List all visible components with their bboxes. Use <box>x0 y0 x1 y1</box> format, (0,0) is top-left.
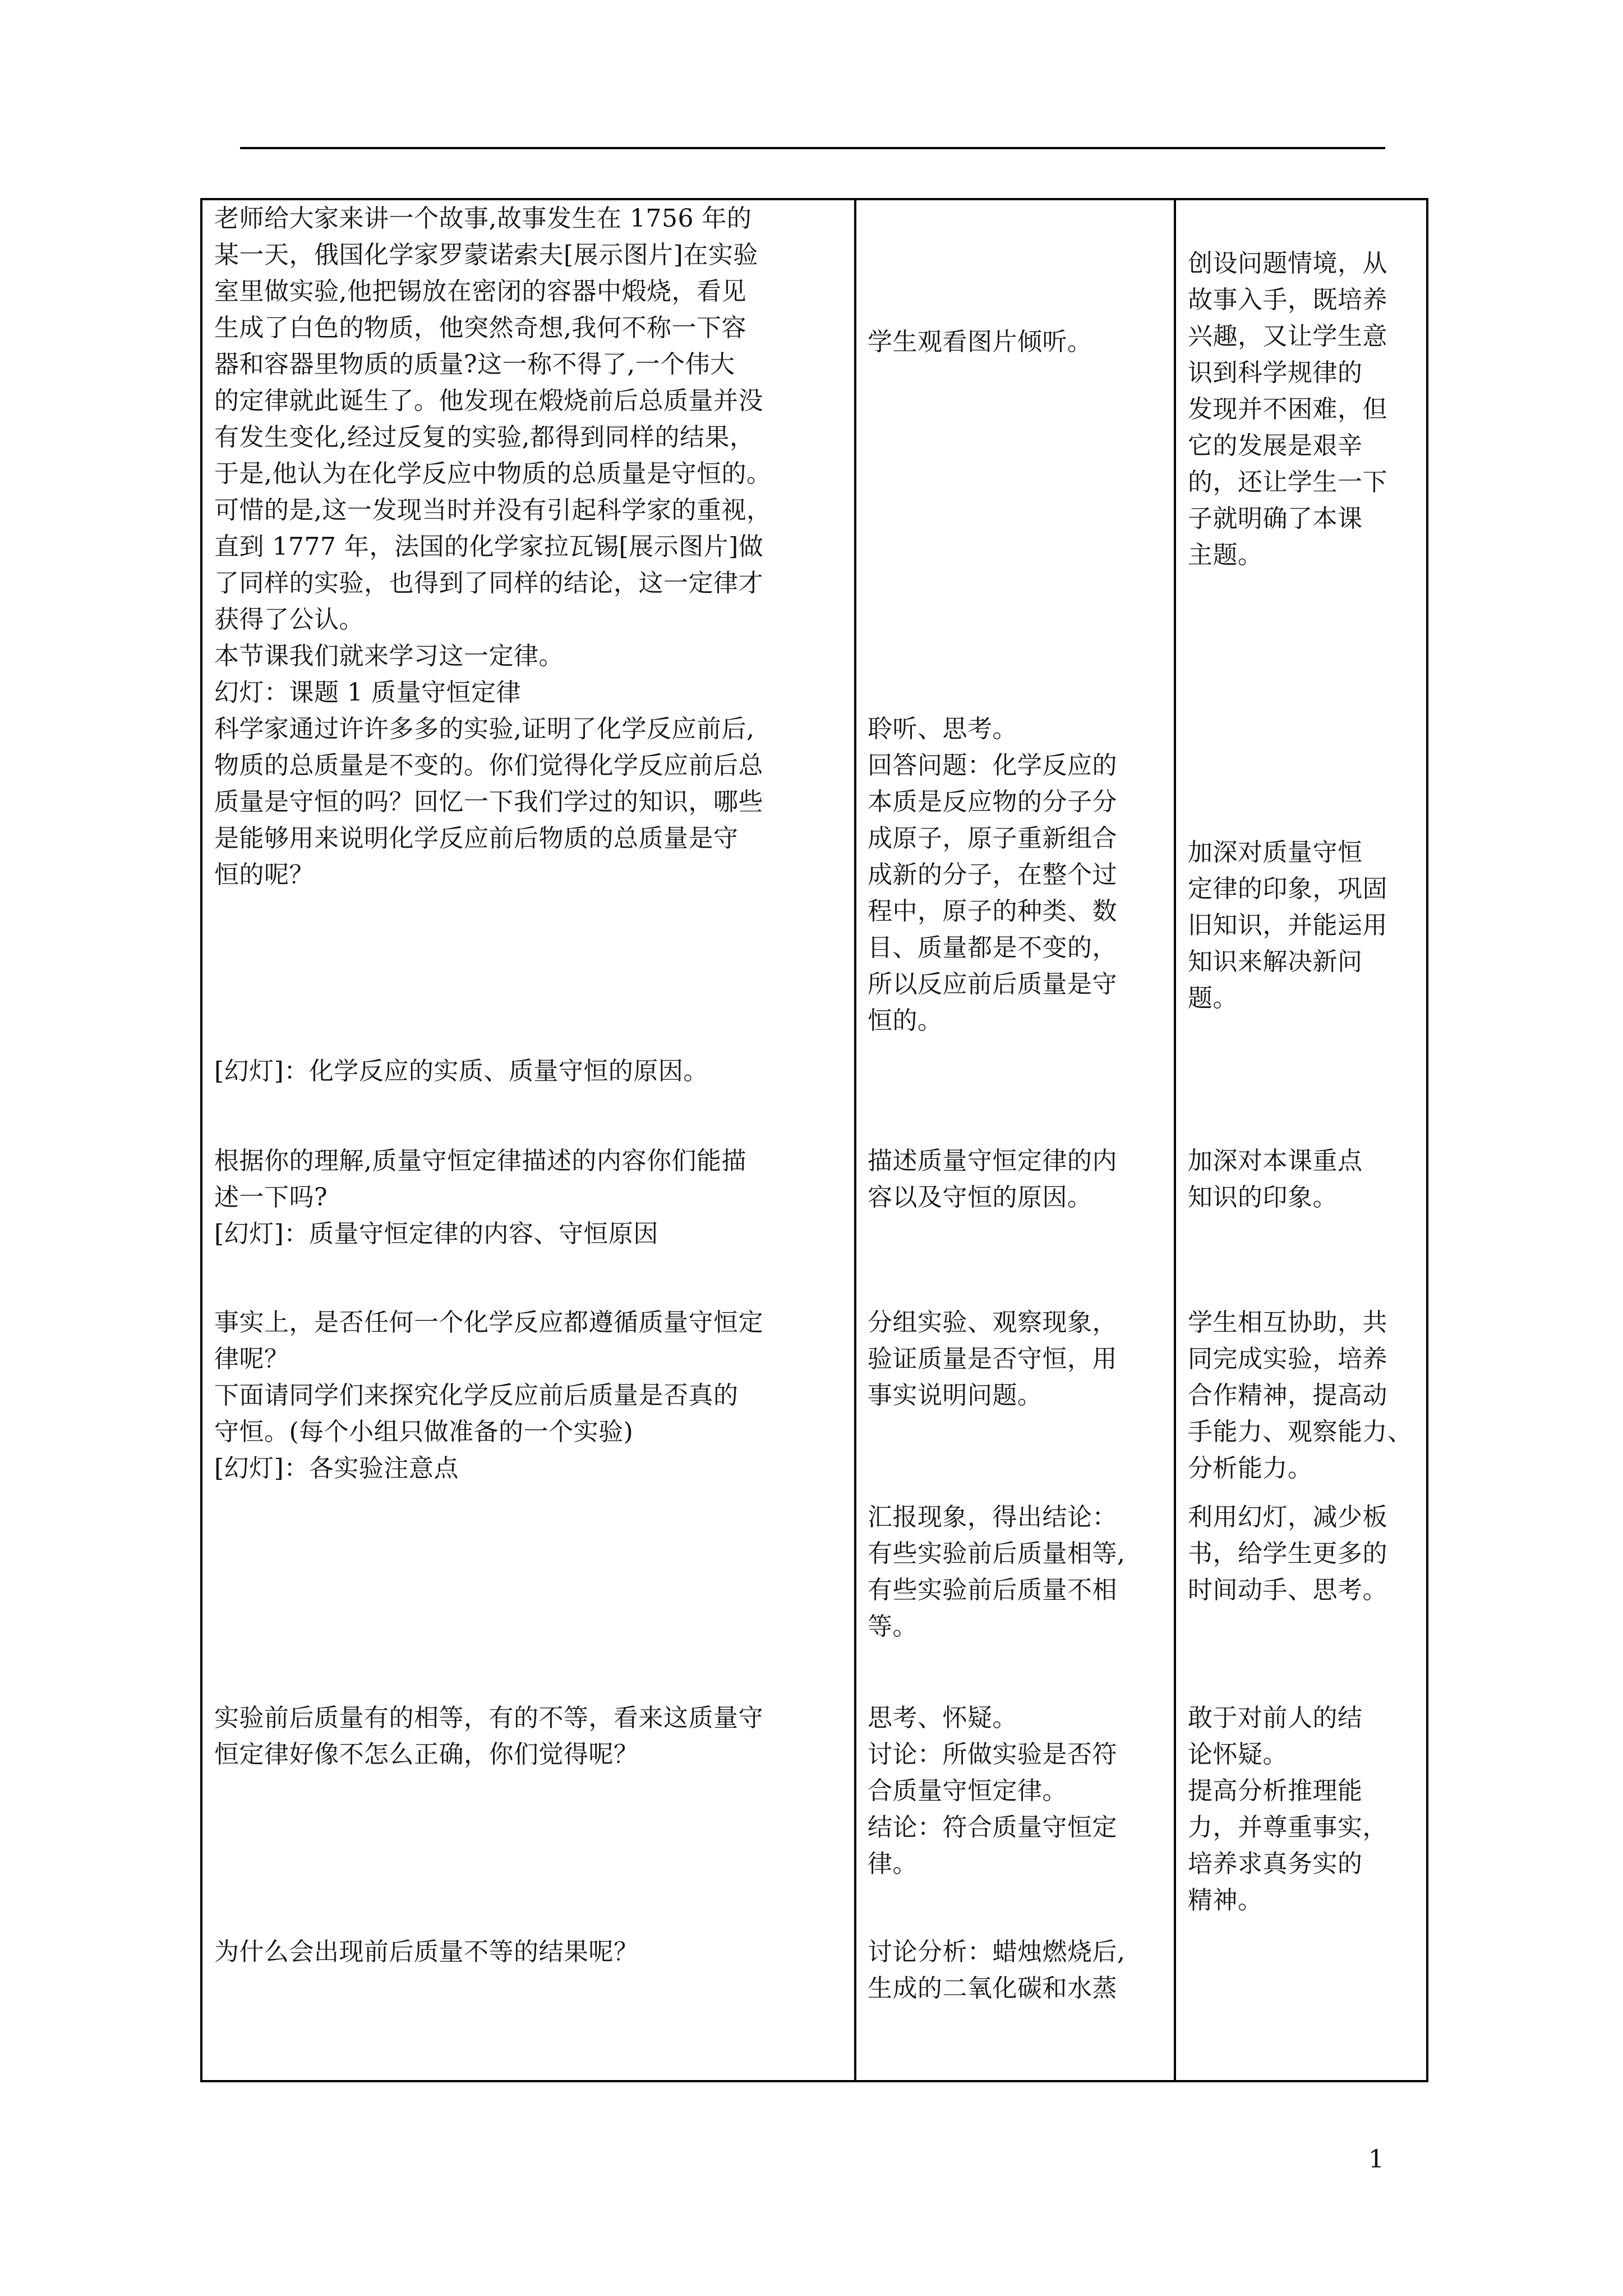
intent-text-line: 加深对质量守恒 <box>1188 838 1363 867</box>
column-divider-2 <box>1174 198 1176 2082</box>
teacher-text-line: 生成了白色的物质，他突然奇想,我何不称一下容 <box>214 314 746 342</box>
student-text-line: 事实说明问题。 <box>868 1381 1043 1410</box>
intent-text-line: 知识的印象。 <box>1188 1183 1338 1212</box>
intent-text-line: 故事入手，既培养 <box>1188 286 1387 314</box>
header-rule <box>240 147 1385 149</box>
teacher-text-line: 守恒。(每个小组只做准备的一个实验) <box>214 1418 634 1446</box>
student-text-line: 讨论分析：蜡烛燃烧后, <box>868 1938 1126 1966</box>
student-text-line: 生成的二氧化碳和水蒸 <box>868 1974 1117 2003</box>
intent-text-line: 知识来解决新问 <box>1188 947 1363 976</box>
teacher-text-line: 恒的呢？ <box>214 861 314 889</box>
teacher-text-line: 恒定律好像不怎么正确，你们觉得呢？ <box>214 1740 639 1769</box>
teacher-text-line: 物质的总质量是不变的。你们觉得化学反应前后总 <box>214 751 763 780</box>
student-text-line: 思考、怀疑。 <box>868 1704 1017 1732</box>
teacher-text-line: 老师给大家来讲一个故事,故事发生在 1756 年的 <box>214 204 752 233</box>
student-text-line: 学生观看图片倾听。 <box>868 328 1092 356</box>
student-text-line: 回答问题：化学反应的 <box>868 751 1117 780</box>
intent-text-line: 学生相互协助，共 <box>1188 1308 1387 1337</box>
student-text-line: 成新的分子，在整个过 <box>868 861 1117 889</box>
teacher-text-line: 为什么会出现前后质量不等的结果呢？ <box>214 1938 639 1966</box>
page-number: 1 <box>1368 2145 1384 2174</box>
teacher-text-line: 实验前后质量有的相等，有的不等，看来这质量守 <box>214 1704 763 1732</box>
student-text-line: 程中，原子的种类、数 <box>868 897 1117 926</box>
intent-text-line: 书，给学生更多的 <box>1188 1539 1387 1568</box>
intent-text-line: 精神。 <box>1188 1886 1263 1915</box>
teacher-text-line: 根据你的理解,质量守恒定律描述的内容你们能描 <box>214 1147 746 1175</box>
teacher-text-line: 是能够用来说明化学反应前后物质的总质量是守 <box>214 824 739 853</box>
intent-text-line: 子就明确了本课 <box>1188 504 1363 533</box>
student-text-line: 成原子，原子重新组合 <box>868 824 1117 853</box>
intent-text-line: 合作精神，提高动 <box>1188 1381 1387 1410</box>
teacher-text-line: 下面请同学们来探究化学反应前后质量是否真的 <box>214 1381 739 1410</box>
student-text-line: 聆听、思考。 <box>868 715 1017 743</box>
student-text-line: 合质量守恒定律。 <box>868 1777 1067 1805</box>
teacher-text-line: 直到 1777 年，法国的化学家拉瓦锡[展示图片]做 <box>214 532 764 561</box>
intent-text-line: 它的发展是艰辛 <box>1188 431 1363 460</box>
student-text-line: 目、质量都是不变的， <box>868 933 1117 962</box>
teacher-text-line: 可惜的是,这一发现当时并没有引起科学家的重视， <box>214 496 772 524</box>
teacher-text-line: 于是,他认为在化学反应中物质的总质量是守恒的。 <box>214 459 772 488</box>
intent-text-line: 旧知识，并能运用 <box>1188 911 1387 940</box>
teacher-text-line: 本节课我们就来学习这一定律。 <box>214 642 564 670</box>
intent-text-line: 敢于对前人的结 <box>1188 1704 1363 1732</box>
intent-text-line: 力，并尊重事实， <box>1188 1813 1387 1842</box>
teacher-text-line: 幻灯：课题 1 质量守恒定律 <box>214 678 521 707</box>
student-text-line: 有些实验前后质量相等, <box>868 1539 1126 1568</box>
intent-text-line: 题。 <box>1188 984 1238 1013</box>
student-text-line: 结论：符合质量守恒定 <box>868 1813 1117 1842</box>
teacher-text-line: 某一天，俄国化学家罗蒙诺索夫[展示图片]在实验 <box>214 241 758 269</box>
teacher-text-line: 律呢？ <box>214 1345 289 1373</box>
intent-text-line: 主题。 <box>1188 541 1263 569</box>
intent-text-line: 利用幻灯，减少板 <box>1188 1503 1387 1531</box>
intent-text-line: 论怀疑。 <box>1188 1740 1288 1769</box>
intent-text-line: 分析能力。 <box>1188 1454 1313 1483</box>
column-divider-1 <box>854 198 856 2082</box>
intent-text-line: 发现并不困难，但 <box>1188 395 1387 424</box>
teacher-text-line: [幻灯]：各实验注意点 <box>214 1454 459 1483</box>
teacher-text-line: 质量是守恒的吗？回忆一下我们学过的知识，哪些 <box>214 788 763 816</box>
teacher-text-line: [幻灯]：化学反应的实质、质量守恒的原因。 <box>214 1057 708 1085</box>
student-text-line: 本质是反应物的分子分 <box>868 788 1117 816</box>
student-text-line: 有些实验前后质量不相 <box>868 1576 1117 1604</box>
intent-text-line: 加深对本课重点 <box>1188 1147 1363 1175</box>
intent-text-line: 时间动手、思考。 <box>1188 1576 1387 1604</box>
student-text-line: 所以反应前后质量是守 <box>868 970 1117 999</box>
student-text-line: 等。 <box>868 1612 917 1641</box>
student-text-line: 律。 <box>868 1849 917 1878</box>
intent-text-line: 创设问题情境，从 <box>1188 249 1387 278</box>
teacher-text-line: 述一下吗? <box>214 1183 328 1212</box>
teacher-text-line: 室里做实验,他把锡放在密闭的容器中煅烧，看见 <box>214 277 746 306</box>
student-text-line: 描述质量守恒定律的内 <box>868 1147 1117 1175</box>
intent-text-line: 兴趣，又让学生意 <box>1188 322 1387 351</box>
student-text-line: 讨论：所做实验是否符 <box>868 1740 1117 1769</box>
teacher-text-line: 的定律就此诞生了。他发现在煅烧前后总质量并没 <box>214 386 763 415</box>
teacher-text-line: 事实上，是否任何一个化学反应都遵循质量守恒定 <box>214 1308 763 1337</box>
teacher-text-line: 获得了公认。 <box>214 605 364 634</box>
student-text-line: 恒的。 <box>868 1006 943 1035</box>
teacher-text-line: 了同样的实验，也得到了同样的结论，这一定律才 <box>214 569 763 597</box>
student-text-line: 汇报现象，得出结论： <box>868 1503 1117 1531</box>
teacher-text-line: 有发生变化,经过反复的实验,都得到同样的结果， <box>214 423 755 452</box>
intent-text-line: 手能力、观察能力、 <box>1188 1418 1413 1446</box>
teacher-text-line: 器和容器里物质的质量?这一称不得了,一个伟大 <box>214 350 735 379</box>
student-text-line: 验证质量是否守恒，用 <box>868 1345 1117 1373</box>
student-text-line: 容以及守恒的原因。 <box>868 1183 1092 1212</box>
intent-text-line: 培养求真务实的 <box>1188 1849 1363 1878</box>
intent-text-line: 的，还让学生一下 <box>1188 468 1387 496</box>
teacher-text-line: 科学家通过许许多多的实验,证明了化学反应前后, <box>214 715 755 743</box>
intent-text-line: 定律的印象，巩固 <box>1188 875 1387 903</box>
intent-text-line: 同完成实验，培养 <box>1188 1345 1387 1373</box>
intent-text-line: 提高分析推理能 <box>1188 1777 1363 1805</box>
student-text-line: 分组实验、观察现象， <box>868 1308 1117 1337</box>
intent-text-line: 识到科学规律的 <box>1188 358 1363 387</box>
teacher-text-line: [幻灯]：质量守恒定律的内容、守恒原因 <box>214 1220 658 1248</box>
